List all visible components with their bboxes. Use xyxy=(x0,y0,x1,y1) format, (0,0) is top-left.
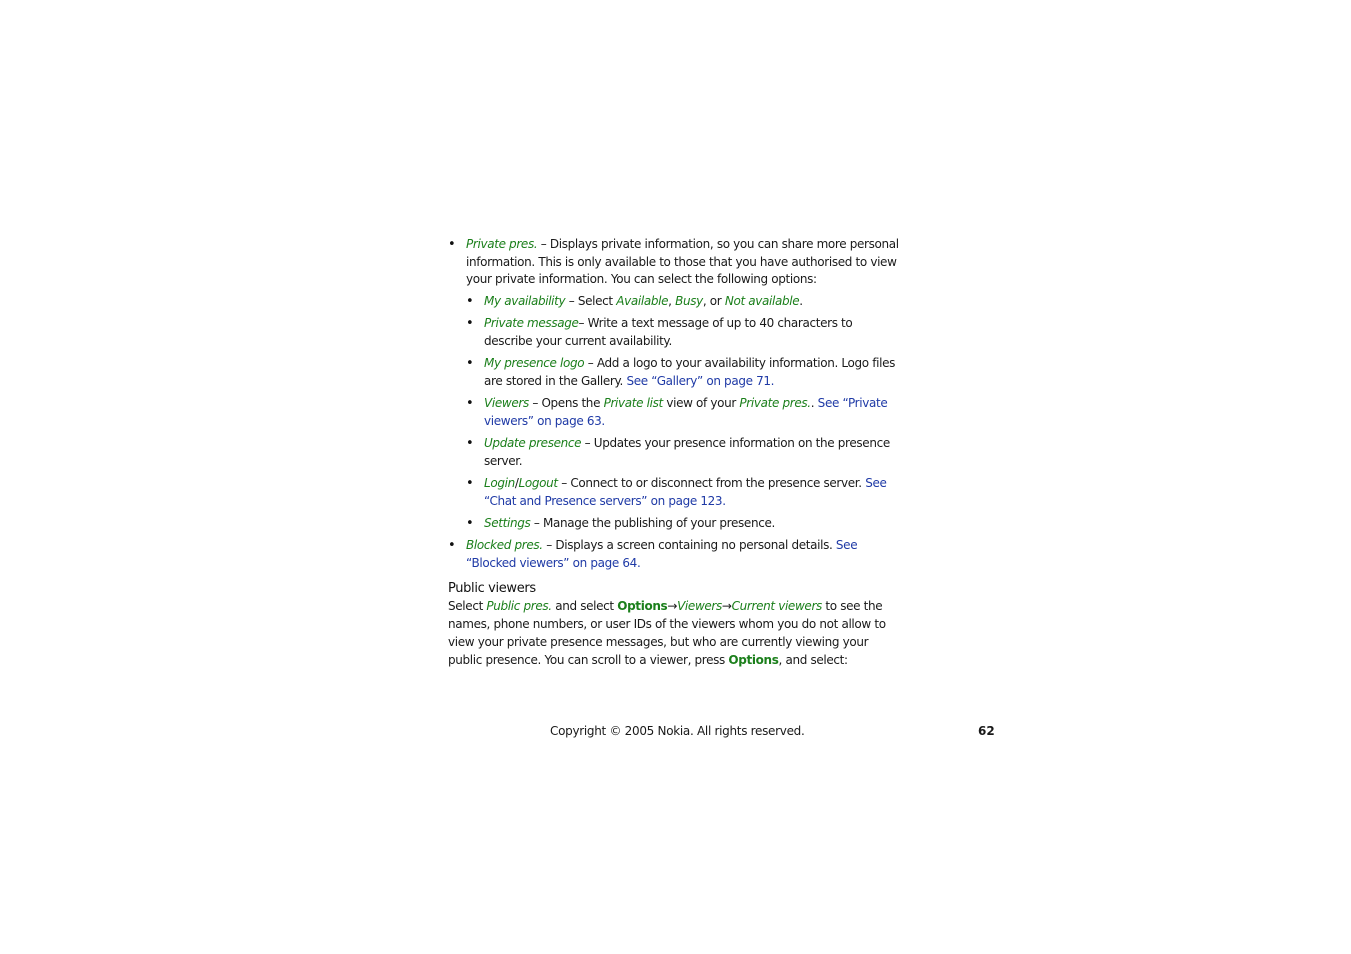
term-login: Login xyxy=(484,475,515,490)
arrow-icon: → xyxy=(721,599,732,614)
servers-link[interactable]: See “Chat and Presence servers” on page 123. xyxy=(484,475,887,508)
term-public-pres: Public pres. xyxy=(486,599,552,614)
term-blocked-pres: Blocked pres. xyxy=(466,538,543,553)
text: . xyxy=(799,294,803,309)
private-viewers-link[interactable]: See “Private viewers” on page 63. xyxy=(484,396,888,428)
item-description: – Displays a screen containing no personal details. xyxy=(542,538,836,553)
options-list xyxy=(448,236,904,572)
text: – Select xyxy=(565,294,617,309)
text: . xyxy=(810,396,818,411)
gallery-link[interactable]: See “Gallery” on page 71. xyxy=(626,373,775,388)
term-settings: Settings xyxy=(484,515,531,530)
term-my-presence-logo: My presence logo xyxy=(484,356,585,371)
term-private-pres: Private pres. xyxy=(466,237,538,251)
copyright-notice: Copyright © 2005 Nokia. All rights reserved. xyxy=(550,724,805,738)
item-description: – Manage the publishing of your presence. xyxy=(530,515,775,530)
page-number: 62 xyxy=(978,724,995,738)
list-item xyxy=(466,475,904,510)
item-description: – Updates your presence information on the presence server. xyxy=(484,436,890,468)
term-private-pres-ref: Private pres. xyxy=(739,396,811,411)
term-my-availability: My availability xyxy=(484,294,566,309)
term-private-message: Private message xyxy=(484,316,579,331)
item-description: – Write a text message of up to 40 characters to describe your current availability. xyxy=(484,316,853,349)
list-item xyxy=(448,236,904,533)
list-item xyxy=(466,515,904,533)
term-update-presence: Update presence xyxy=(484,436,582,451)
term-viewers: Viewers xyxy=(484,396,529,411)
text: , or xyxy=(702,294,725,309)
text: , xyxy=(668,294,676,309)
text: Select xyxy=(448,599,487,614)
text: , and select: xyxy=(778,652,848,667)
arrow-icon: → xyxy=(667,599,678,614)
term-viewers-path: Viewers xyxy=(677,599,722,614)
separator: / xyxy=(514,475,519,490)
term-current-viewers: Current viewers xyxy=(731,599,822,614)
item-description: – Add a logo to your availability information. Logo files are stored in the Gallery. xyxy=(484,356,896,388)
text: to see the names, phone numbers, or user IDs of the viewers whom you do not allow to view your private presence messages, but who are currently viewing your public presence. You can scroll to a viewer, press xyxy=(448,599,886,667)
term-logout: Logout xyxy=(518,475,558,490)
command-options: Options xyxy=(617,599,668,614)
list-item xyxy=(466,355,904,390)
list-item xyxy=(466,395,904,430)
list-item xyxy=(466,293,904,311)
section-heading: Public viewers xyxy=(448,581,536,597)
text: and select xyxy=(551,599,618,614)
page-content xyxy=(448,236,904,669)
text: view of your xyxy=(662,396,740,411)
list-item xyxy=(448,537,904,572)
option-available: Available xyxy=(616,294,669,309)
item-description: – Connect to or disconnect from the presence server. xyxy=(557,475,866,490)
text: – Opens the xyxy=(528,396,604,411)
item-description: – Displays private information, so you can share more personal information. This is only available to those that you have authorised to view your private information. You can select the following options: xyxy=(466,237,899,287)
option-not-available: Not available xyxy=(724,294,800,309)
section-paragraph xyxy=(448,598,904,669)
list-item xyxy=(466,435,904,470)
term-private-list: Private list xyxy=(603,396,663,411)
command-options: Options xyxy=(728,652,779,667)
option-busy: Busy xyxy=(675,294,703,309)
private-pres-options xyxy=(466,293,904,532)
blocked-viewers-link[interactable]: See “Blocked viewers” on page 64. xyxy=(466,538,858,570)
list-item xyxy=(466,315,904,350)
